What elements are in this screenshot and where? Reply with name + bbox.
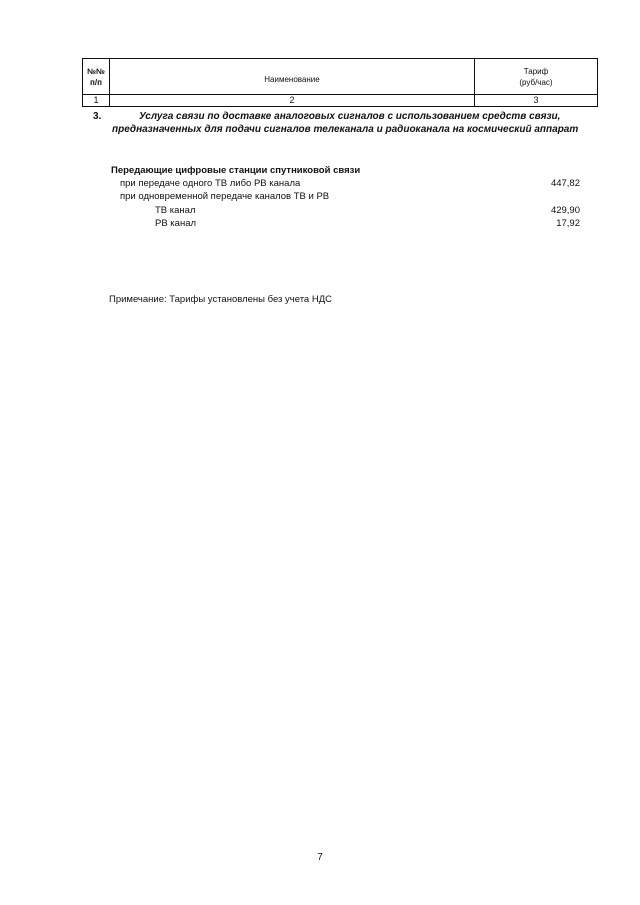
header-tariff-line1: Тариф: [523, 66, 549, 76]
vat-note: Примечание: Тарифы установлены без учета НДС: [109, 294, 333, 305]
section-number: 3.: [93, 111, 102, 122]
row-label-simultaneous: при одновременной передаче каналов ТВ и РВ: [120, 191, 330, 202]
header-row: [83, 59, 597, 95]
section-title-line2: предназначенных для подачи сигналов телеканала и радиоканала на космический аппарат: [112, 124, 579, 135]
header-name-label: Наименование: [264, 75, 320, 84]
row-label-single-channel: при передаче одного ТВ либо РВ канала: [120, 178, 301, 189]
header-cell-name: [110, 59, 475, 94]
tariff-table-header: [82, 58, 598, 107]
header-cell-number: [83, 59, 110, 94]
section-title: [112, 110, 598, 136]
column-number-3: 3: [533, 95, 539, 105]
column-number-row: [83, 95, 597, 106]
group-title: Передающие цифровые станции спутниковой связи: [111, 165, 361, 176]
header-cell-tariff: [475, 59, 597, 94]
column-number-2: 2: [110, 95, 475, 106]
row-label-tv-channel: ТВ канал: [155, 205, 196, 216]
header-number-line2: п/п: [90, 77, 102, 87]
column-number-1: 1: [83, 95, 110, 106]
section-title-line1: Услуга связи по доставке аналоговых сигналов с использованием средств связи,: [139, 111, 561, 122]
row-value-single-channel: 447,82: [550, 178, 580, 189]
row-value-tv-channel: 429,90: [550, 205, 580, 216]
header-number-line1: №№: [87, 66, 105, 76]
header-tariff-line2: (руб/час): [519, 77, 553, 87]
row-value-radio-channel: 17,92: [556, 218, 580, 229]
page-number: 7: [317, 852, 323, 863]
row-label-radio-channel: РВ канал: [155, 218, 197, 229]
